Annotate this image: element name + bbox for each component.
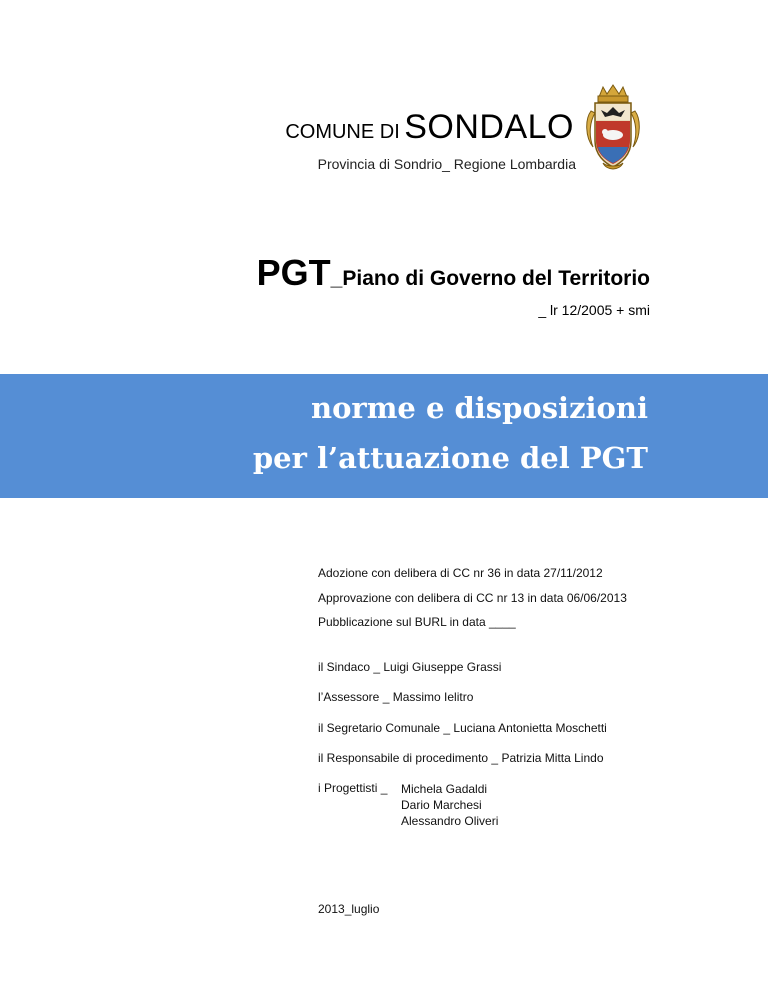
provincia-line: Provincia di Sondrio_ Regione Lombardia	[317, 156, 576, 172]
pgt-title	[0, 252, 650, 294]
coat-of-arms-icon	[585, 83, 641, 173]
pgt-full-name: _Piano di Governo del Territorio	[330, 267, 650, 290]
pgt-abbr: PGT	[256, 252, 331, 293]
progettista-name: Michela Gadaldi	[401, 782, 488, 796]
assessore-line: l’Assessore _ Massimo Ielitro	[318, 690, 474, 704]
approvazione-line: Approvazione con delibera di CC nr 13 in data 06/06/2013	[318, 591, 627, 605]
segretario-line: il Segretario Comunale _ Luciana Antonietta Moschetti	[318, 721, 607, 735]
document-title-line1: norme e disposizioni	[311, 391, 648, 425]
document-date: 2013_luglio	[318, 902, 380, 916]
progettisti-list	[401, 781, 498, 829]
comune-prefix: COMUNE DI	[285, 121, 400, 143]
comune-name: SONDALO	[404, 108, 574, 146]
comune-title	[0, 108, 574, 147]
progettisti-label: i Progettisti _	[318, 781, 388, 795]
adozione-line: Adozione con delibera di CC nr 36 in data 27/11/2012	[318, 566, 603, 580]
progettista-name: Dario Marchesi	[401, 798, 482, 812]
pubblicazione-line: Pubblicazione sul BURL in data ____	[318, 615, 516, 629]
law-reference: _ lr 12/2005 + smi	[538, 302, 650, 318]
responsabile-line: il Responsabile di procedimento _ Patrizia Mitta Lindo	[318, 751, 604, 765]
progettista-name: Alessandro Oliveri	[401, 814, 499, 828]
document-title-line2: per l’attuazione del PGT	[252, 441, 648, 475]
sindaco-line: il Sindaco _ Luigi Giuseppe Grassi	[318, 660, 502, 674]
